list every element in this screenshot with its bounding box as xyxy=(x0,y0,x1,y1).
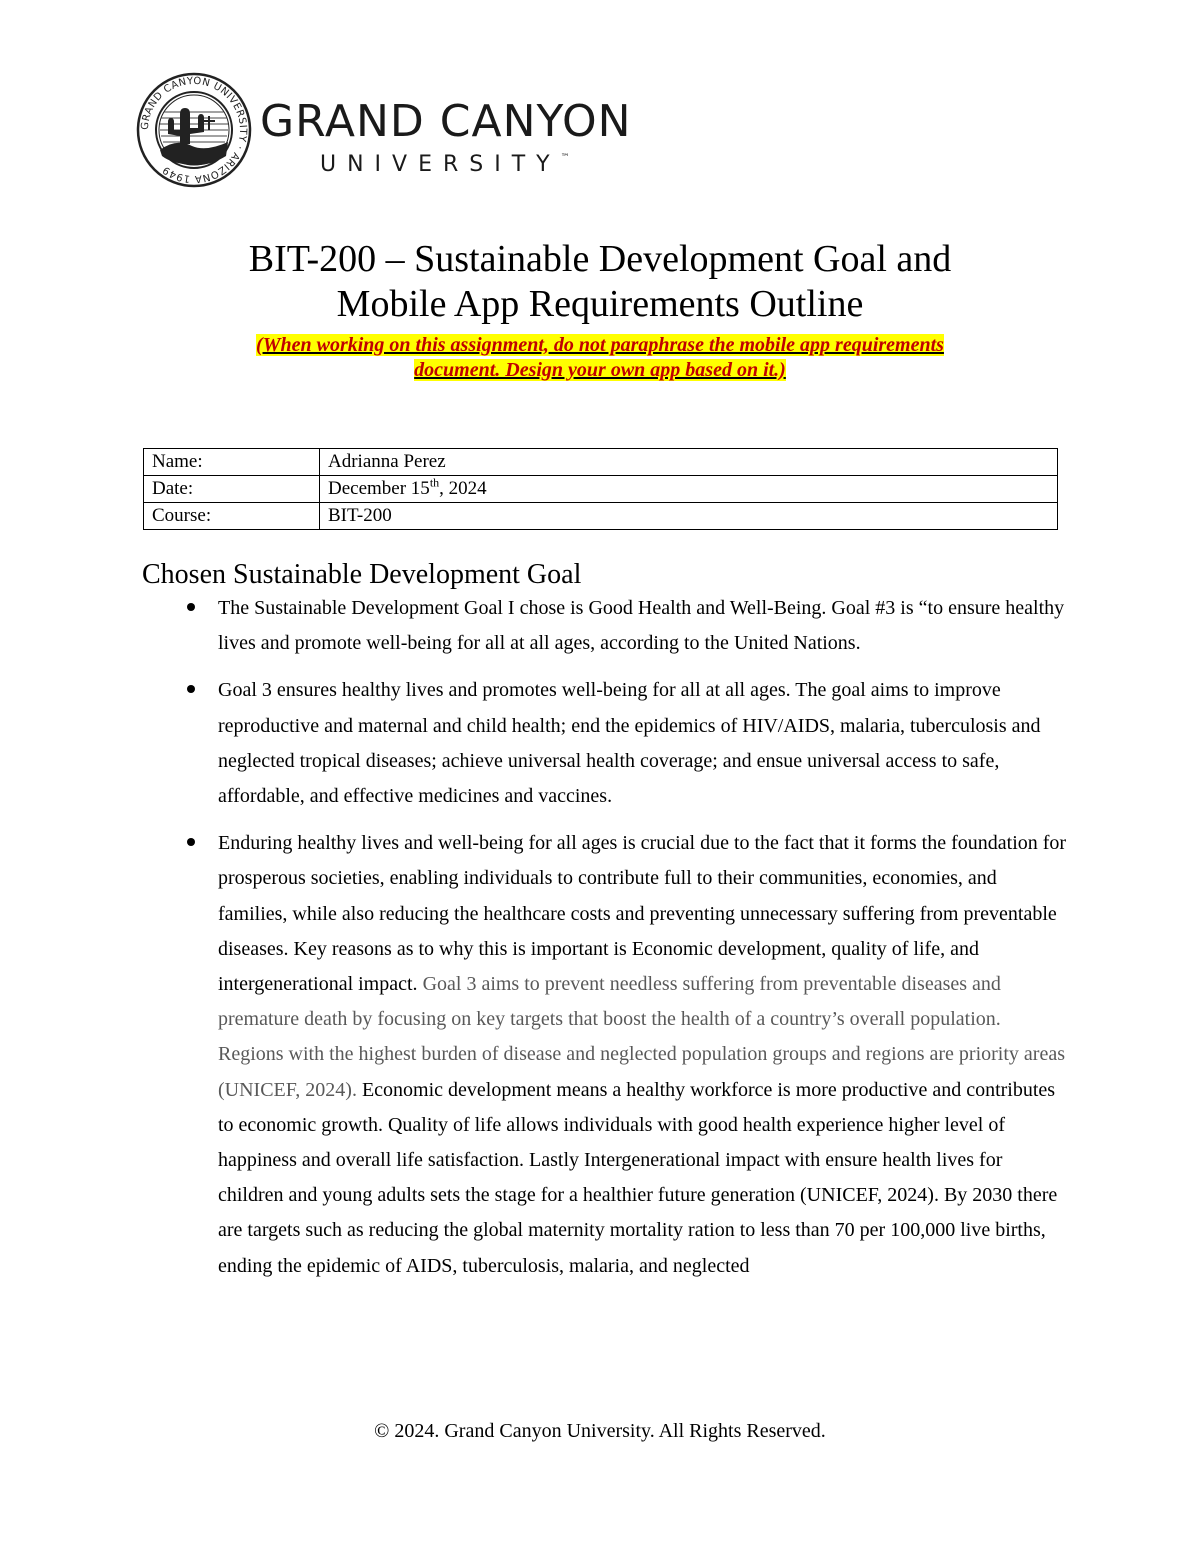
instruction-note: (When working on this assignment, do not paraphrase the mobile app requirements document. Design your own app based on it.) xyxy=(256,334,944,381)
page-title: BIT-200 – Sustainable Development Goal and Mobile App Requirements Outline xyxy=(248,238,952,325)
list-item: Enduring healthy lives and well-being for all ages is crucial due to the fact that it forms the foundation for prosperous societies, enabling individuals to contribute full to their communities, economies, and families, while also reducing the healthcare costs and preventing unnecessary suffering from preventable diseases. Key reasons as to why this is important is Economic development, quality of life, and intergenerational impact. Goal 3 aims to prevent needless suffering from preventable diseases and premature death by focusing on key targets that boost the health of a country’s overall population. Regions with the highest burden of disease and neglected population groups and regions are priority areas (UNICEF, 2024). Economic development means a healthy workforce is more productive and contributes to economic growth. Quality of life allows individuals with good health experience higher level of happiness and overall life satisfaction. Lastly Intergenerational impact with ensure health lives for children and young adults sets the stage for a healthier future generation (UNICEF, 2024). By 2030 there are targets such as reducing the global maternity mortality ration to less than 70 per 100,000 live births, ending the epidemic of AIDS, tuberculosis, malaria, and neglected xyxy=(187,826,1067,1284)
university-seal-icon xyxy=(136,72,252,188)
university-logo xyxy=(136,72,632,192)
table-row xyxy=(144,476,1058,503)
bullet-list xyxy=(187,591,1067,1296)
list-item: Goal 3 ensures healthy lives and promotes well-being for all at all ages. The goal aims to improve reproductive and maternal and child health; end the epidemics of HIV/AIDS, malaria, tuberculosis and neglected tropical diseases; achieve universal health coverage; and ensue universal access to safe, affordable, and effective medicines and vaccines. xyxy=(187,673,1067,814)
name-value: Adrianna Perez xyxy=(320,449,1058,476)
date-value: December 15th, 2024 xyxy=(320,476,1058,503)
table-row xyxy=(144,449,1058,476)
course-value: BIT-200 xyxy=(320,503,1058,530)
bullet-icon xyxy=(187,685,195,693)
seal-text: GRAND CANYON UNIVERSITY · ARIZONA 1949 xyxy=(139,75,249,185)
bullet-icon xyxy=(187,838,195,846)
wordmark-university: UNIVERSITY™ xyxy=(320,152,570,177)
wordmark-grand-canyon: GRAND CANYON xyxy=(260,96,632,147)
list-item: The Sustainable Development Goal I chose is Good Health and Well-Being. Goal #3 is “to ensure healthy lives and promote well-being for all at all ages, according to the United Nations. xyxy=(187,591,1067,661)
section-heading: Chosen Sustainable Development Goal xyxy=(142,559,582,590)
table-row xyxy=(144,503,1058,530)
date-label: Date: xyxy=(144,476,320,503)
bullet-icon xyxy=(187,603,195,611)
footer-copyright: © 2024. Grand Canyon University. All Rights Reserved. xyxy=(374,1420,826,1442)
name-label: Name: xyxy=(144,449,320,476)
course-label: Course: xyxy=(144,503,320,530)
info-table xyxy=(143,448,1058,530)
